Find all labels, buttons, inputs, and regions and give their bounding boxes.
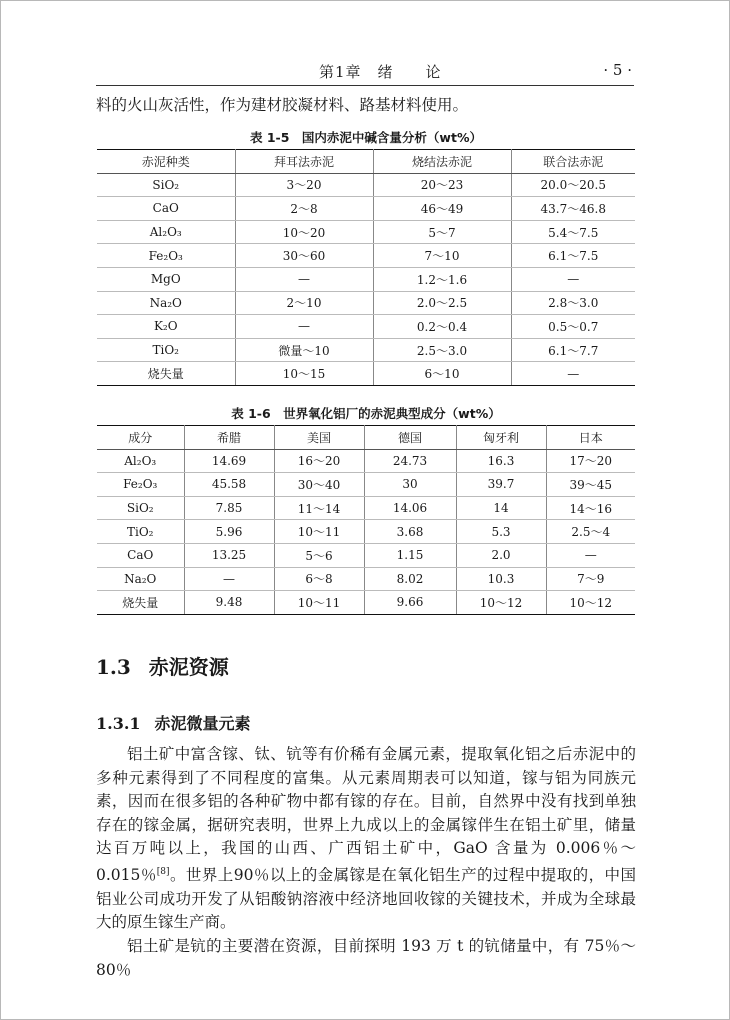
table-row: [97, 496, 635, 520]
table-row: [97, 220, 635, 244]
table-cell: 0.5～0.7: [511, 315, 635, 339]
table-cell: 3.68: [364, 520, 456, 544]
table-cell: 6.1～7.5: [511, 244, 635, 268]
table-row: [97, 591, 635, 615]
table-row: [97, 520, 635, 544]
citation-ref: [8]: [156, 866, 170, 877]
paragraph-text: 。世界上90％以上的金属镓是在氧化铝生产的过程中提取的，中国铝业公司成功开发了从铝酸钠溶液中经济地回收镓的关键技术，并成为全球最大的原生镓生产商。: [96, 866, 637, 932]
table-cell: 10～11: [274, 520, 364, 544]
row-label-cell: Al₂O₃: [97, 220, 235, 244]
row-label-cell: Na₂O: [97, 291, 235, 315]
row-label-cell: TiO₂: [97, 520, 184, 544]
chapter-title: 第1章 绪 论: [319, 63, 442, 81]
table-row: [97, 267, 635, 291]
body-text: [96, 743, 636, 982]
table-header-row: [97, 150, 635, 174]
table-cell: 6～8: [274, 567, 364, 591]
table-cell: 2.0: [456, 543, 546, 567]
table-cell: 5～7: [373, 220, 511, 244]
page-header: [96, 59, 634, 86]
column-header: 日本: [546, 426, 635, 450]
subsection-title: 赤泥微量元素: [154, 714, 251, 733]
table-cell: 43.7～46.8: [511, 197, 635, 221]
table-cell: 7～9: [546, 567, 635, 591]
table-row: [97, 449, 635, 473]
paragraph-1: [96, 743, 636, 935]
section-heading: [96, 651, 229, 680]
table-cell: 10～12: [456, 591, 546, 615]
section-title: 赤泥资源: [148, 655, 229, 679]
column-header: 德国: [364, 426, 456, 450]
table-cell: 14.69: [184, 449, 274, 473]
paragraph-2: 铝土矿是钪的主要潜在资源，目前探明 193 万 t 的钪储量中，有 75％～80％: [96, 936, 636, 979]
page-number: · 5 ·: [603, 61, 632, 79]
table-cell: 20～23: [373, 173, 511, 197]
table-cell: —: [511, 267, 635, 291]
intro-line: 料的火山灰活性，作为建材胶凝材料、路基材料使用。: [96, 96, 469, 114]
column-header: 成分: [97, 426, 184, 450]
row-label-cell: TiO₂: [97, 338, 235, 362]
table-cell: 46～49: [373, 197, 511, 221]
table-cell: 39.7: [456, 473, 546, 497]
table2-caption: 表 1-6 世界氧化铝厂的赤泥典型成分（wt%）: [231, 406, 501, 421]
table-cell: —: [511, 362, 635, 386]
table-cell: 5.3: [456, 520, 546, 544]
table-cell: 17～20: [546, 449, 635, 473]
row-label-cell: MgO: [97, 267, 235, 291]
table-cell: 5.96: [184, 520, 274, 544]
table-cell: 13.25: [184, 543, 274, 567]
table-1-5: [97, 149, 635, 386]
table-cell: 14: [456, 496, 546, 520]
table-cell: 11～14: [274, 496, 364, 520]
table-cell: —: [546, 543, 635, 567]
table-cell: 30～40: [274, 473, 364, 497]
column-header: 美国: [274, 426, 364, 450]
table-cell: 45.58: [184, 473, 274, 497]
row-label-cell: Na₂O: [97, 567, 184, 591]
table-cell: 14.06: [364, 496, 456, 520]
table-header-row: [97, 426, 635, 450]
paragraph-text: 铝土矿中富含镓、钛、钪等有价稀有金属元素，提取氧化铝之后赤泥中的多种元素得到了不同程度的富集。从元素周期表可以知道，镓与铝为同族元素，因而在很多铝的各种矿物中都有镓的存在。目前，自然界中没有找到单独存在的镓金属，据研究表明，世界上九成以上的金属镓伴生在铝土矿里，储量达百万吨以上，我国的山西、广西铝土矿中，GaO 含量为 0.006％～0.015％: [96, 745, 636, 885]
table-cell: 1.2～1.6: [373, 267, 511, 291]
table-cell: 24.73: [364, 449, 456, 473]
row-label-cell: K₂O: [97, 315, 235, 339]
table-row: [97, 173, 635, 197]
table-cell: 5～6: [274, 543, 364, 567]
row-label-cell: Fe₂O₃: [97, 244, 235, 268]
table-cell: 10～12: [546, 591, 635, 615]
table-cell: 1.15: [364, 543, 456, 567]
row-label-cell: SiO₂: [97, 496, 184, 520]
column-header: 匈牙利: [456, 426, 546, 450]
table-cell: 9.66: [364, 591, 456, 615]
table-row: [97, 291, 635, 315]
table-row: [97, 543, 635, 567]
column-header: 联合法赤泥: [511, 150, 635, 174]
table-row: [97, 197, 635, 221]
table-cell: 2.0～2.5: [373, 291, 511, 315]
table-cell: 2～8: [235, 197, 373, 221]
table-cell: 9.48: [184, 591, 274, 615]
row-label-cell: CaO: [97, 197, 235, 221]
table-cell: 2.5～3.0: [373, 338, 511, 362]
row-label-cell: Al₂O₃: [97, 449, 184, 473]
table-cell: 5.4～7.5: [511, 220, 635, 244]
column-header: 赤泥种类: [97, 150, 235, 174]
section-number: 1.3: [96, 655, 131, 679]
table-cell: 3～20: [235, 173, 373, 197]
table-cell: —: [184, 567, 274, 591]
subsection-heading: [96, 711, 251, 734]
table-cell: 微量～10: [235, 338, 373, 362]
table-cell: 6～10: [373, 362, 511, 386]
table-cell: 10～20: [235, 220, 373, 244]
table-1-6: [97, 425, 635, 615]
table-row: [97, 362, 635, 386]
table-cell: 2.8～3.0: [511, 291, 635, 315]
table-row: [97, 473, 635, 497]
table-cell: 8.02: [364, 567, 456, 591]
table-cell: 10～15: [235, 362, 373, 386]
table-cell: 2～10: [235, 291, 373, 315]
table-cell: 7～10: [373, 244, 511, 268]
table-row: [97, 315, 635, 339]
table-cell: 7.85: [184, 496, 274, 520]
row-label-cell: SiO₂: [97, 173, 235, 197]
row-label-cell: 烧失量: [97, 362, 235, 386]
table-cell: 16～20: [274, 449, 364, 473]
table-cell: 30～60: [235, 244, 373, 268]
table-cell: 14～16: [546, 496, 635, 520]
row-label-cell: CaO: [97, 543, 184, 567]
table-cell: —: [235, 315, 373, 339]
table1-caption: 表 1-5 国内赤泥中碱含量分析（wt%）: [250, 130, 482, 145]
table-cell: —: [235, 267, 373, 291]
row-label-cell: 烧失量: [97, 591, 184, 615]
table-cell: 16.3: [456, 449, 546, 473]
table-row: [97, 567, 635, 591]
table-cell: 10～11: [274, 591, 364, 615]
column-header: 希腊: [184, 426, 274, 450]
table-row: [97, 338, 635, 362]
subsection-number: 1.3.1: [96, 714, 141, 733]
table-cell: 0.2～0.4: [373, 315, 511, 339]
column-header: 拜耳法赤泥: [235, 150, 373, 174]
table-cell: 6.1～7.7: [511, 338, 635, 362]
row-label-cell: Fe₂O₃: [97, 473, 184, 497]
table-cell: 30: [364, 473, 456, 497]
table-cell: 10.3: [456, 567, 546, 591]
table-cell: 2.5～4: [546, 520, 635, 544]
table-row: [97, 244, 635, 268]
table-cell: 20.0～20.5: [511, 173, 635, 197]
table-cell: 39～45: [546, 473, 635, 497]
column-header: 烧结法赤泥: [373, 150, 511, 174]
